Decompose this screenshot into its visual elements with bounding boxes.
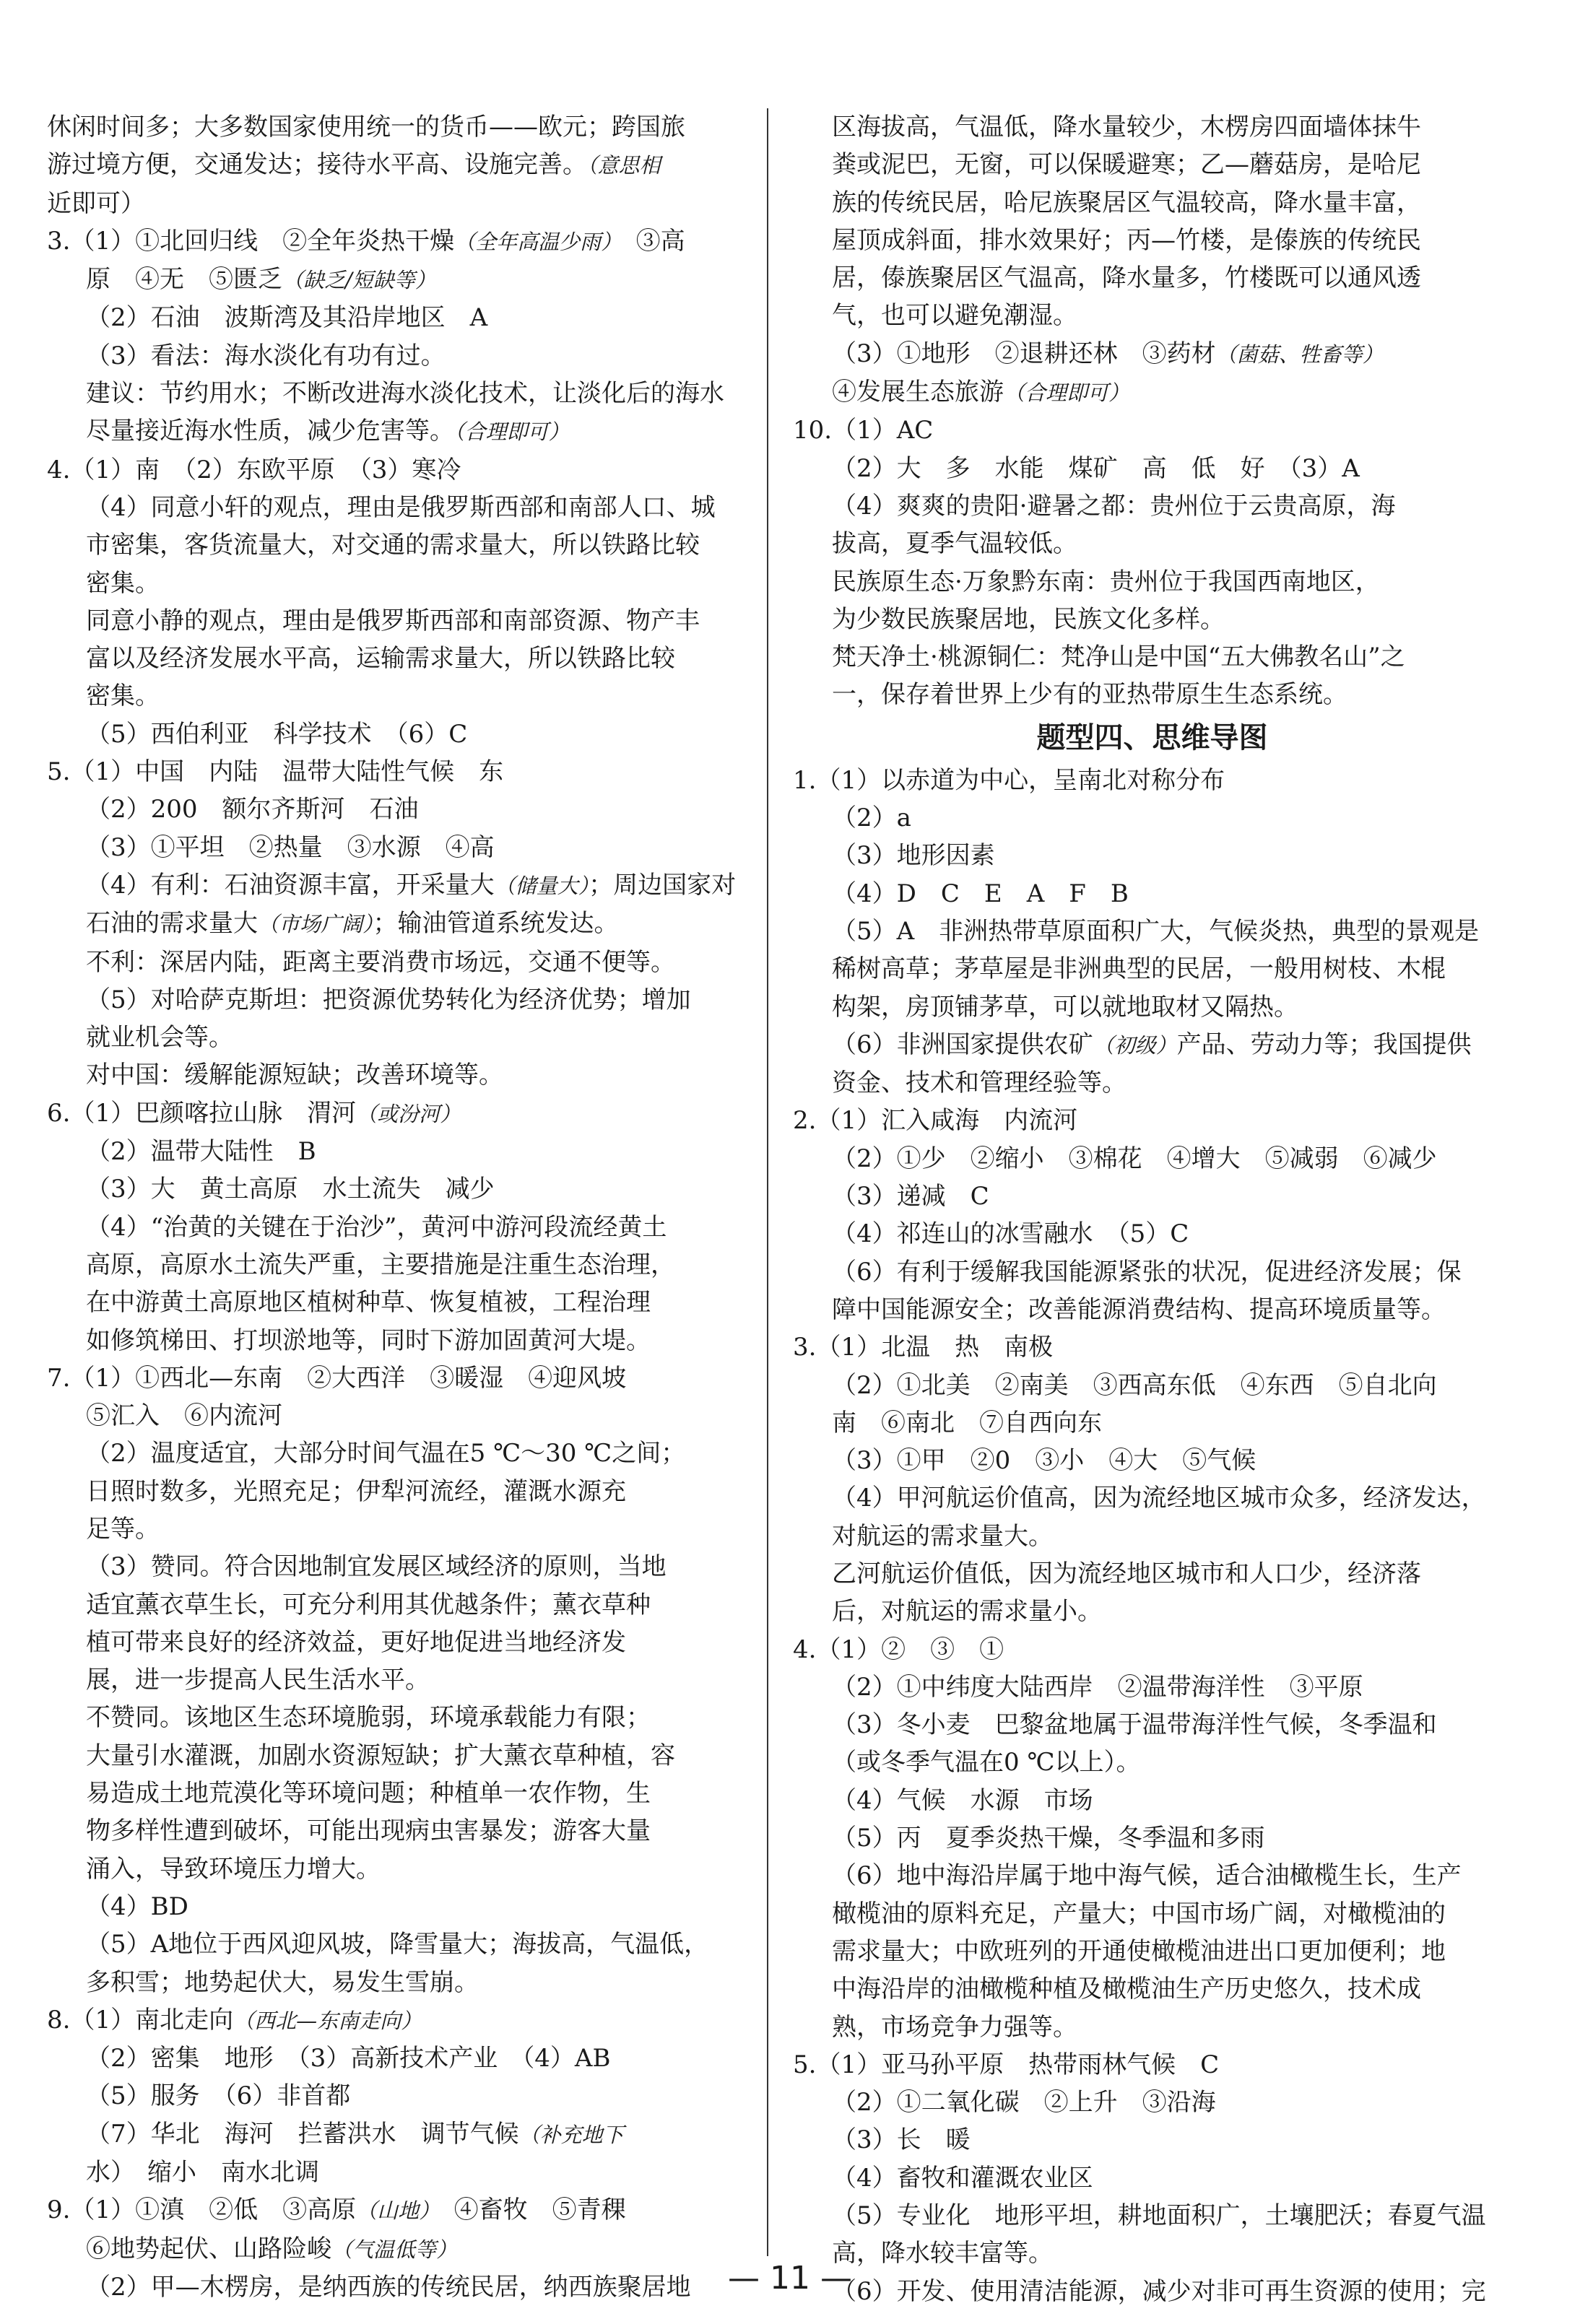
answer-text: ⑥地势起伏、山路险峻 [86, 2234, 331, 2263]
answer-line [793, 1291, 1511, 1328]
answer-text: （2）200 额尔齐斯河 石油 [86, 795, 419, 824]
answer-line [47, 1699, 765, 1736]
answer-text: （3）长 暖 [832, 2125, 971, 2155]
answer-line [793, 2197, 1511, 2234]
answer-line [47, 1322, 765, 1359]
answer-text: 适宜薰衣草生长，可充分利用其优越条件；薰衣草种 [86, 1590, 651, 1619]
answer-line [793, 1631, 1511, 1668]
answer-line [793, 108, 1511, 146]
answer-line [47, 1284, 765, 1321]
answer-line [47, 1964, 765, 2001]
answer-text: 族的传统民居，哈尼族聚居区气温较高，降水量丰富， [832, 188, 1421, 217]
answer-note: （合理即可） [1004, 380, 1130, 406]
answer-text: 石油的需求量大 [86, 909, 258, 939]
answer-line [47, 2115, 765, 2154]
answer-text-after: ；周边国家对 [589, 870, 737, 900]
answer-text: 橄榄油的原料充足，产量大；中国市场广阔，对橄榄油的 [832, 1899, 1446, 1928]
answer-text: （2）温带大陆性 B [86, 1137, 316, 1167]
answer-line [47, 526, 765, 564]
answer-line [793, 1442, 1511, 1479]
answer-line [793, 1857, 1511, 1894]
section-title: 题型四、思维导图 [1036, 721, 1268, 754]
answer-text-after: ④畜牧 ⑤青稞 [429, 2195, 626, 2225]
answer-line [793, 1819, 1511, 1857]
answer-text-after: ③高 [611, 226, 685, 256]
answer-line [47, 1473, 765, 1510]
answer-line [793, 259, 1511, 297]
answer-line [47, 1737, 765, 1775]
answer-text: （2）密集 地形 （3）高新技术产业 （4）AB [86, 2044, 611, 2073]
answer-text: 在中游黄土高原地区植树种草、恢复植被，工程治理 [86, 1288, 651, 1318]
answer-text: 涌入，导致环境压力增大。 [86, 1854, 381, 1884]
answer-text-after: 缩小 南水北调 [123, 2158, 319, 2188]
answer-note: （气温低等） [331, 2237, 458, 2262]
answer-text: （5）丙 夏季炎热干燥，冬季温和多雨 [832, 1824, 1265, 1853]
answer-text: 乙河航运价值低，因为流经地区城市和人口少，经济落 [832, 1559, 1421, 1588]
answer-text: 如修筑梯田、打坝淤地等，同时下游加固黄河大堤。 [86, 1326, 651, 1355]
answer-text: 1.（1）以赤道为中心，呈南北对称分布 [793, 765, 1225, 795]
answer-line [793, 412, 1511, 449]
answer-line [47, 1624, 765, 1661]
answer-text: 一，保存着世界上少有的亚热带原生生态系统。 [832, 680, 1347, 710]
answer-text: 2.（1）汇入咸海 内流河 [793, 1106, 1078, 1136]
answer-text: 密集。 [86, 682, 160, 711]
answer-text: 不赞同。该地区生态环境脆弱，环境承载能力有限； [86, 1703, 651, 1733]
left-column [47, 108, 765, 2306]
answer-text: （6）开发、使用清洁能源，减少对非可再生资源的使用；完 [832, 2276, 1486, 2306]
answer-text: （2）①北美 ②南美 ③西高东低 ④东西 ⑤自北向 [832, 1370, 1437, 1400]
answer-line [793, 525, 1511, 562]
answer-text: 足等。 [86, 1514, 160, 1544]
answer-text: 对中国：缓解能源短缺；改善环境等。 [86, 1061, 503, 1090]
answer-line [793, 638, 1511, 676]
answer-text: （6）有利于缓解我国能源紧张的状况，促进经济发展；保 [832, 1257, 1462, 1287]
answer-line [793, 1744, 1511, 1781]
answer-text: （4）D C E A F B [832, 879, 1129, 908]
answer-line [47, 108, 765, 146]
answer-text: （5）专业化 地形平坦，耕地面积广，土壤肥沃；春夏气温 [832, 2201, 1486, 2231]
answer-text: 7.（1）①西北—东南 ②大西洋 ③暖湿 ④迎风坡 [47, 1363, 627, 1393]
answer-text: （6）地中海沿岸属于地中海气候，适合油橄榄生长，生产 [832, 1861, 1462, 1891]
answer-text: 资金、技术和管理经验等。 [832, 1069, 1127, 1098]
column-divider [767, 108, 768, 2256]
answer-text: 需求量大；中欧班列的开通使橄榄油进出口更加便利；地 [832, 1936, 1446, 1966]
answer-line [793, 1593, 1511, 1630]
answer-line [793, 2009, 1511, 2046]
answer-line [793, 1215, 1511, 1253]
answer-line [793, 487, 1511, 525]
answer-text: （7）华北 海河 拦蓄洪水 调节气候 [86, 2119, 519, 2149]
answer-text: 富以及经济发展水平高，运输需求量大，所以铁路比较 [86, 644, 675, 674]
answer-text: 尽量接近海水性质，减少危害等。 [86, 417, 454, 446]
answer-line [47, 1812, 765, 1850]
answer-line [793, 601, 1511, 638]
answer-text: （3）冬小麦 巴黎盆地属于温带海洋性气候，冬季温和 [832, 1710, 1437, 1740]
answer-line [47, 261, 765, 299]
answer-text: （5）A地位于西风迎风坡，降雪量大；海拔高，气温低， [86, 1930, 709, 1959]
answer-line [793, 146, 1511, 183]
answer-line [793, 676, 1511, 713]
answer-text: （5）西伯利亚 科学技术 （6）C [86, 719, 468, 749]
answer-line [47, 185, 765, 222]
answer-text: 水） [86, 2158, 123, 2188]
answer-text: （6）非洲国家提供农矿 [832, 1030, 1093, 1059]
answer-note: （山地） [356, 2198, 430, 2224]
answer-line [47, 715, 765, 753]
answer-text: 5.（1）中国 内陆 温带大陆性气候 东 [47, 757, 504, 787]
answer-text: （5）A 非洲热带草原面积广大，气候炎热，典型的景观是 [832, 916, 1480, 946]
answer-line [47, 1510, 765, 1548]
answer-text: 就业机会等。 [86, 1023, 233, 1053]
answer-line [47, 1056, 765, 1094]
answer-text: 3.（1）北温 热 南极 [793, 1333, 1054, 1362]
answer-text: 为少数民族聚居地，民族文化多样。 [832, 604, 1225, 634]
right-column-top [793, 108, 1511, 714]
answer-text: 10.（1）AC [793, 416, 934, 445]
answer-line [793, 1328, 1511, 1366]
answer-text: （4）BD [86, 1892, 188, 1921]
answer-line [793, 2084, 1511, 2121]
answer-text: 8.（1）南北走向 [47, 2005, 234, 2034]
answer-text: 易造成土地荒漠化等环境问题；种植单一农作物，生 [86, 1779, 651, 1809]
answer-line [47, 791, 765, 828]
answer-line [793, 1933, 1511, 1970]
answer-text: 9.（1）①滇 ②低 ③高原 [47, 2195, 357, 2225]
answer-text: 粪或泥巴，无窗，可以保暖避寒；乙—蘑菇房，是哈尼 [832, 150, 1421, 180]
answer-text: 近即可） [47, 188, 145, 218]
answer-line [793, 222, 1511, 259]
answer-text: 民族原生态·万象黔东南：贵州位于我国西南地区， [832, 567, 1380, 596]
answer-line [47, 375, 765, 412]
answer-text: （4）祁连山的冰雪融水 （5）C [832, 1219, 1189, 1249]
answer-line [47, 944, 765, 981]
answer-text: （2）a [832, 804, 911, 833]
answer-line [47, 1548, 765, 1585]
answer-line [47, 1133, 765, 1170]
answer-line [47, 1019, 765, 1056]
answer-line [793, 837, 1511, 874]
answer-line [793, 373, 1511, 412]
answer-text: 熟，市场竞争力强等。 [832, 2012, 1077, 2042]
answer-text: 障中国能源安全；改善能源消费结构、提高环境质量等。 [832, 1294, 1446, 1324]
answer-note: （或汾河） [356, 1101, 461, 1126]
answer-line [793, 1064, 1511, 1102]
answer-note: （意思相 [587, 153, 661, 178]
answer-line [47, 2001, 765, 2040]
answer-text: 屋顶成斜面，排水效果好；丙—竹楼，是傣族的传统民 [832, 225, 1421, 255]
answer-text: 日照时数多，光照充足；伊犁河流经，灌溉水源充 [86, 1476, 626, 1506]
answer-note: （补充地下 [518, 2122, 624, 2147]
answer-text: 拔高，夏季气温较低。 [832, 529, 1077, 559]
answer-line [793, 1895, 1511, 1933]
answer-text-after: 产品、劳动力等；我国提供 [1176, 1030, 1472, 1059]
answer-line [793, 1178, 1511, 1215]
answer-line [47, 1925, 765, 1963]
answer-line [47, 2040, 765, 2077]
answer-text: （2）温度适宜，大部分时间气温在5 ℃～30 ℃之间； [86, 1439, 686, 1468]
answer-text: （或冬季气温在0 ℃以上）。 [832, 1748, 1141, 1777]
answer-line [793, 1479, 1511, 1517]
answer-text: 稀树高草；茅草屋是非洲典型的民居，一般用树枝、木棍 [832, 954, 1446, 984]
answer-text: （3）①地形 ②退耕还林 ③药材 [832, 339, 1216, 368]
answer-text: （3）地形因素 [832, 841, 995, 871]
answer-text: （5）服务 （6）非首都 [86, 2081, 351, 2111]
answer-line [47, 1586, 765, 1624]
answer-line [793, 1253, 1511, 1291]
answer-text: 建议：节约用水；不断改进海水淡化技术，让淡化后的海水 [86, 379, 724, 409]
answer-line [793, 1706, 1511, 1744]
answer-text: 4.（1）② ③ ① [793, 1635, 1004, 1664]
answer-line [47, 1435, 765, 1472]
answer-line [47, 602, 765, 640]
answer-text: 居，傣族聚居区气温高，降水量多，竹楼既可以通风透 [832, 264, 1421, 293]
answer-text: 3.（1）①北回归线 ②全年炎热干燥 [47, 226, 455, 256]
answer-note: （全年高温少雨） [454, 229, 612, 254]
answer-note: （缺乏/短缺等） [282, 268, 436, 293]
answer-text: 中海沿岸的油橄榄种植及橄榄油生产历史悠久，技术成 [832, 1975, 1421, 2004]
answer-note: （初级） [1093, 1032, 1177, 1058]
answer-line [47, 829, 765, 866]
answer-line [793, 563, 1511, 601]
answer-line [47, 981, 765, 1019]
answer-line [793, 2121, 1511, 2159]
answer-text: 同意小静的观点，理由是俄罗斯西部和南部资源、物产丰 [86, 606, 700, 635]
answer-line [47, 2077, 765, 2115]
answer-text: （2）大 多 水能 煤矿 高 低 好 （3）A [832, 453, 1360, 483]
answer-text: （2）甲—木楞房，是纳西族的传统民居，纳西族聚居地 [86, 2272, 691, 2302]
answer-line [793, 762, 1511, 799]
answer-note: （菌菇、牲畜等） [1215, 341, 1384, 367]
answer-note: （储量大） [494, 873, 589, 898]
answer-line [793, 1782, 1511, 1819]
right-column [793, 108, 1511, 2310]
answer-note: （西北—东南走向） [233, 2008, 422, 2033]
answer-text: 高，降水较丰富等。 [832, 2239, 1053, 2268]
answer-line [793, 950, 1511, 988]
answer-text: 对航运的需求量大。 [832, 1521, 1053, 1551]
answer-text: （3）看法：海水淡化有功有过。 [86, 341, 446, 370]
answer-line [793, 1026, 1511, 1064]
answer-text: （4）爽爽的贵阳·避暑之都：贵州位于云贵高原，海 [832, 491, 1396, 521]
answer-line [793, 184, 1511, 222]
answer-line [47, 753, 765, 791]
answer-line [47, 222, 765, 261]
answer-line [47, 451, 765, 489]
answer-line [47, 1246, 765, 1284]
answer-line [47, 489, 765, 526]
answer-text: （3）大 黄土高原 水土流失 减少 [86, 1175, 495, 1204]
answer-text: （4）同意小轩的观点，理由是俄罗斯西部和南部人口、城 [86, 492, 716, 522]
answer-text: 游过境方便，交通发达；接待水平高、设施完善。 [47, 150, 587, 180]
answer-line [47, 412, 765, 451]
answer-line [793, 1367, 1511, 1404]
answer-text: （3）①平坦 ②热量 ③水源 ④高 [86, 832, 495, 862]
answer-line [793, 1140, 1511, 1178]
answer-line [47, 905, 765, 943]
answer-line [47, 299, 765, 336]
answer-text: （4）畜牧和灌溉农业区 [832, 2163, 1093, 2193]
answer-line [47, 1359, 765, 1397]
answer-line [793, 799, 1511, 837]
answer-text: 区海拔高，气温低，降水量较少，木楞房四面墙体抹牛 [832, 113, 1421, 142]
answer-line [793, 2046, 1511, 2084]
answer-line [793, 1518, 1511, 1555]
answer-line [47, 337, 765, 375]
answer-text: 南 ⑥南北 ⑦自西向东 [832, 1408, 1102, 1437]
answer-line [47, 1170, 765, 1208]
answer-line [47, 565, 765, 602]
answer-line [47, 677, 765, 715]
answer-line [47, 1888, 765, 1925]
page-number: — 11 — [728, 2260, 852, 2297]
answer-text: （2）石油 波斯湾及其沿岸地区 A [86, 303, 488, 333]
answer-line [47, 146, 765, 184]
answer-line [793, 1555, 1511, 1593]
answer-line [793, 297, 1511, 334]
answer-text: ⑤汇入 ⑥内流河 [86, 1401, 282, 1431]
answer-text: 大量引水灌溉，加剧水资源短缺；扩大薰衣草种植，容 [86, 1741, 675, 1770]
answer-line [47, 640, 765, 677]
answer-text: （2）①少 ②缩小 ③棉花 ④增大 ⑤减弱 ⑥减少 [832, 1144, 1437, 1173]
answer-text: （2）①中纬度大陆西岸 ②温带海洋性 ③平原 [832, 1672, 1363, 1702]
answer-text: 高原，高原水土流失严重，主要措施是注重生态治理， [86, 1250, 675, 1279]
answer-text: 市密集，客货流量大，对交通的需求量大，所以铁路比较 [86, 531, 700, 560]
answer-line [47, 2154, 765, 2191]
answer-line [47, 1661, 765, 1699]
answer-line [793, 1404, 1511, 1442]
answer-text: 物多样性遭到破坏，可能出现病虫害暴发；游客大量 [86, 1816, 651, 1846]
answer-text: 构架，房顶铺茅草，可以就地取材又隔热。 [832, 992, 1298, 1022]
answer-line [47, 1850, 765, 1888]
answer-text: 不利：深居内陆，距离主要消费市场远，交通不便等。 [86, 947, 675, 977]
answer-line [47, 2191, 765, 2229]
answer-text: 4.（1）南 （2）东欧平原 （3）寒冷 [47, 455, 461, 484]
right-column-bottom [793, 762, 1511, 2310]
answer-line [47, 866, 765, 905]
answer-line [47, 1209, 765, 1246]
answer-line [47, 1775, 765, 1812]
answer-line [47, 1397, 765, 1435]
answer-line [793, 913, 1511, 950]
answer-text: 后，对航运的需求量小。 [832, 1597, 1102, 1627]
answer-note: （合理即可） [454, 419, 570, 445]
answer-text: （4）“治黄的关键在于治沙”，黄河中游河段流经黄土 [86, 1212, 667, 1242]
answer-line [793, 335, 1511, 373]
answer-text: （5）对哈萨克斯坦：把资源优势转化为经济优势；增加 [86, 985, 691, 1014]
answer-line [793, 2159, 1511, 2197]
answer-text: ④发展生态旅游 [832, 378, 1004, 407]
answer-text: 植可带来良好的经济效益，更好地促进当地经济发 [86, 1627, 626, 1657]
answer-text: （4）甲河航运价值高，因为流经地区城市众多，经济发达， [832, 1484, 1486, 1513]
answer-text: （3）递减 C [832, 1182, 989, 1211]
answer-text: （3）赞同。符合因地制宜发展区域经济的原则，当地 [86, 1552, 667, 1582]
answer-line [793, 450, 1511, 487]
answer-text: 展，进一步提高人民生活水平。 [86, 1666, 430, 1695]
answer-line [793, 875, 1511, 913]
answer-text: 休闲时间多；大多数国家使用统一的货币——欧元；跨国旅 [47, 113, 685, 142]
answer-text: 梵天净土·桃源铜仁：梵净山是中国“五大佛教名山”之 [832, 643, 1405, 672]
answer-line [793, 1668, 1511, 1706]
answer-line [793, 988, 1511, 1026]
answer-text: 原 ④无 ⑤匮乏 [86, 265, 282, 295]
answer-text: 气，也可以避免潮湿。 [832, 301, 1077, 331]
answer-text: （3）①甲 ②0 ③小 ④大 ⑤气候 [832, 1446, 1256, 1476]
answer-text: （4）有利：石油资源丰富，开采量大 [86, 870, 495, 900]
answer-text: 5.（1）亚马孙平原 热带雨林气候 C [793, 2050, 1220, 2079]
answer-line [47, 1094, 765, 1133]
answer-text: （4）气候 水源 市场 [832, 1785, 1093, 1815]
answer-text: 密集。 [86, 568, 160, 598]
answer-text: 6.（1）巴颜喀拉山脉 渭河 [47, 1098, 357, 1128]
answer-text: （2）①二氧化碳 ②上升 ③沿海 [832, 2088, 1216, 2118]
answer-line [793, 1102, 1511, 1139]
answer-text-after: ；输油管道系统发达。 [373, 909, 619, 939]
answer-text: 多积雪；地势起伏大，易发生雪崩。 [86, 1967, 479, 1997]
answer-line [793, 1970, 1511, 2008]
answer-note: （市场广阔） [258, 912, 373, 937]
